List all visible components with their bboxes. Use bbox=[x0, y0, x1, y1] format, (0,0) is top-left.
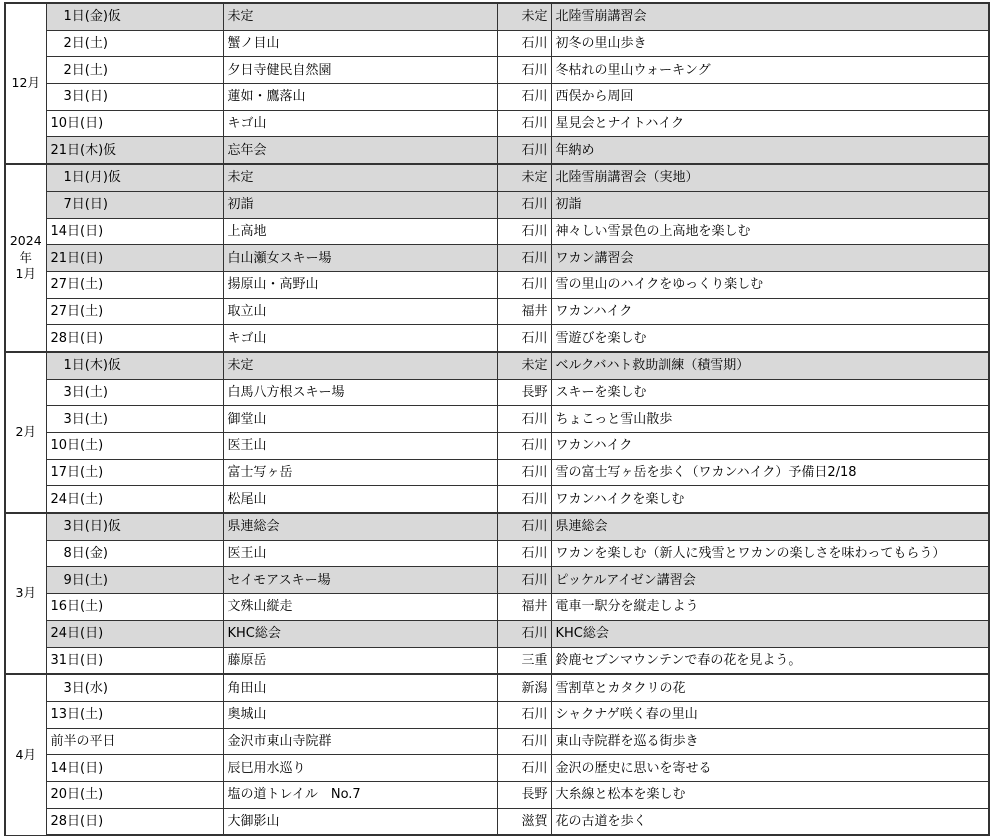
schedule-row bbox=[5, 755, 989, 782]
date-cell: 24日(土) bbox=[46, 486, 223, 513]
prefecture-cell: 石川 bbox=[497, 57, 551, 84]
prefecture-cell: 滋賀 bbox=[497, 808, 551, 835]
place-cell: 未定 bbox=[223, 352, 497, 379]
month-label: 2月 bbox=[5, 352, 46, 513]
month-label: 2024 年 1月 bbox=[5, 164, 46, 352]
schedule-row bbox=[5, 30, 989, 57]
prefecture-cell: 石川 bbox=[497, 513, 551, 540]
date-cell: 1日(月)仮 bbox=[46, 164, 223, 191]
place-cell: セイモアスキー場 bbox=[223, 567, 497, 594]
prefecture-cell: 石川 bbox=[497, 486, 551, 513]
date-cell: 27日(土) bbox=[46, 298, 223, 325]
schedule-row bbox=[5, 594, 989, 621]
prefecture-cell: 石川 bbox=[497, 245, 551, 272]
prefecture-cell: 長野 bbox=[497, 781, 551, 808]
description-cell: ベルクバハト救助訓練（積雪期） bbox=[551, 352, 989, 379]
date-cell: 3日(日)仮 bbox=[46, 513, 223, 540]
place-cell: 塩の道トレイル No.7 bbox=[223, 781, 497, 808]
prefecture-cell: 石川 bbox=[497, 459, 551, 486]
place-cell: キゴ山 bbox=[223, 325, 497, 352]
prefecture-cell: 石川 bbox=[497, 30, 551, 57]
date-cell: 10日(日) bbox=[46, 110, 223, 137]
date-cell: 2日(土) bbox=[46, 30, 223, 57]
place-cell: 蓮如・鷹落山 bbox=[223, 84, 497, 111]
date-cell: 14日(日) bbox=[46, 218, 223, 245]
prefecture-cell: 石川 bbox=[497, 325, 551, 352]
schedule-row bbox=[5, 567, 989, 594]
prefecture-cell: 石川 bbox=[497, 84, 551, 111]
place-cell: 忘年会 bbox=[223, 137, 497, 164]
description-cell: 鈴鹿セブンマウンテンで春の花を見よう。 bbox=[551, 647, 989, 674]
date-cell: 20日(土) bbox=[46, 781, 223, 808]
date-cell: 16日(土) bbox=[46, 594, 223, 621]
schedule-row bbox=[5, 57, 989, 84]
date-cell: 7日(日) bbox=[46, 191, 223, 218]
place-cell: 医王山 bbox=[223, 540, 497, 567]
schedule-row bbox=[5, 674, 989, 701]
place-cell: 富士写ヶ岳 bbox=[223, 459, 497, 486]
place-cell: 金沢市東山寺院群 bbox=[223, 728, 497, 755]
place-cell: キゴ山 bbox=[223, 110, 497, 137]
date-cell: 9日(土) bbox=[46, 567, 223, 594]
place-cell: 医王山 bbox=[223, 433, 497, 460]
schedule-row bbox=[5, 245, 989, 272]
schedule-row bbox=[5, 808, 989, 835]
place-cell: 御堂山 bbox=[223, 406, 497, 433]
schedule-row bbox=[5, 218, 989, 245]
prefecture-cell: 長野 bbox=[497, 379, 551, 406]
description-cell: 花の古道を歩く bbox=[551, 808, 989, 835]
prefecture-cell: 石川 bbox=[497, 137, 551, 164]
description-cell: ワカンを楽しむ（新人に残雪とワカンの楽しさを味わってもらう） bbox=[551, 540, 989, 567]
schedule-row bbox=[5, 271, 989, 298]
date-cell: 14日(日) bbox=[46, 755, 223, 782]
place-cell: 奥城山 bbox=[223, 701, 497, 728]
place-cell: KHC総会 bbox=[223, 620, 497, 647]
date-cell: 31日(日) bbox=[46, 647, 223, 674]
prefecture-cell: 石川 bbox=[497, 620, 551, 647]
description-cell: 北陸雪崩講習会 bbox=[551, 3, 989, 30]
place-cell: 県連総会 bbox=[223, 513, 497, 540]
description-cell: 初詣 bbox=[551, 191, 989, 218]
description-cell: ワカンハイクを楽しむ bbox=[551, 486, 989, 513]
schedule-row bbox=[5, 647, 989, 674]
prefecture-cell: 石川 bbox=[497, 191, 551, 218]
place-cell: 夕日寺健民自然園 bbox=[223, 57, 497, 84]
description-cell: 冬枯れの里山ウォーキング bbox=[551, 57, 989, 84]
place-cell: 初詣 bbox=[223, 191, 497, 218]
schedule-row bbox=[5, 298, 989, 325]
place-cell: 白馬八方根スキー場 bbox=[223, 379, 497, 406]
schedule-row bbox=[5, 137, 989, 164]
description-cell: 金沢の歴史に思いを寄せる bbox=[551, 755, 989, 782]
date-cell: 21日(木)仮 bbox=[46, 137, 223, 164]
description-cell: 雪割草とカタクリの花 bbox=[551, 674, 989, 701]
description-cell: 県連総会 bbox=[551, 513, 989, 540]
schedule-row bbox=[5, 3, 989, 30]
description-cell: ワカンハイク bbox=[551, 298, 989, 325]
description-cell: ピッケルアイゼン講習会 bbox=[551, 567, 989, 594]
schedule-row bbox=[5, 379, 989, 406]
date-cell: 3日(土) bbox=[46, 379, 223, 406]
date-cell: 1日(木)仮 bbox=[46, 352, 223, 379]
description-cell: 雪遊びを楽しむ bbox=[551, 325, 989, 352]
place-cell: 松尾山 bbox=[223, 486, 497, 513]
place-cell: 未定 bbox=[223, 3, 497, 30]
prefecture-cell: 未定 bbox=[497, 352, 551, 379]
description-cell: 雪の富士写ヶ岳を歩く（ワカンハイク）予備日2/18 bbox=[551, 459, 989, 486]
month-label: 3月 bbox=[5, 513, 46, 674]
place-cell: 蟹ノ目山 bbox=[223, 30, 497, 57]
date-cell: 3日(土) bbox=[46, 406, 223, 433]
schedule-row bbox=[5, 781, 989, 808]
schedule-row bbox=[5, 540, 989, 567]
prefecture-cell: 石川 bbox=[497, 728, 551, 755]
prefecture-cell: 未定 bbox=[497, 164, 551, 191]
schedule-row bbox=[5, 486, 989, 513]
prefecture-cell: 福井 bbox=[497, 298, 551, 325]
prefecture-cell: 石川 bbox=[497, 271, 551, 298]
description-cell: スキーを楽しむ bbox=[551, 379, 989, 406]
schedule-row bbox=[5, 164, 989, 191]
date-cell: 17日(土) bbox=[46, 459, 223, 486]
schedule-row bbox=[5, 701, 989, 728]
description-cell: 北陸雪崩講習会（実地） bbox=[551, 164, 989, 191]
date-cell: 1日(金)仮 bbox=[46, 3, 223, 30]
prefecture-cell: 福井 bbox=[497, 594, 551, 621]
schedule-row bbox=[5, 728, 989, 755]
date-cell: 3日(日) bbox=[46, 84, 223, 111]
prefecture-cell: 石川 bbox=[497, 406, 551, 433]
month-label: 4月 bbox=[5, 674, 46, 835]
place-cell: 藤原岳 bbox=[223, 647, 497, 674]
description-cell: ワカン講習会 bbox=[551, 245, 989, 272]
schedule-body bbox=[5, 3, 989, 835]
prefecture-cell: 未定 bbox=[497, 3, 551, 30]
prefecture-cell: 石川 bbox=[497, 110, 551, 137]
prefecture-cell: 石川 bbox=[497, 218, 551, 245]
date-cell: 13日(土) bbox=[46, 701, 223, 728]
description-cell: 西俣から周回 bbox=[551, 84, 989, 111]
prefecture-cell: 石川 bbox=[497, 755, 551, 782]
place-cell: 文殊山縦走 bbox=[223, 594, 497, 621]
schedule-row bbox=[5, 191, 989, 218]
prefecture-cell: 石川 bbox=[497, 540, 551, 567]
schedule-row bbox=[5, 352, 989, 379]
description-cell: 東山寺院群を巡る街歩き bbox=[551, 728, 989, 755]
description-cell: ちょこっと雪山散歩 bbox=[551, 406, 989, 433]
schedule-row bbox=[5, 406, 989, 433]
date-cell: 10日(土) bbox=[46, 433, 223, 460]
prefecture-cell: 石川 bbox=[497, 567, 551, 594]
description-cell: 電車一駅分を縦走しよう bbox=[551, 594, 989, 621]
date-cell: 3日(水) bbox=[46, 674, 223, 701]
prefecture-cell: 石川 bbox=[497, 433, 551, 460]
month-label: 12月 bbox=[5, 3, 46, 164]
place-cell: 取立山 bbox=[223, 298, 497, 325]
place-cell: 揚原山・高野山 bbox=[223, 271, 497, 298]
schedule-row bbox=[5, 459, 989, 486]
schedule-row bbox=[5, 433, 989, 460]
date-cell: 28日(日) bbox=[46, 325, 223, 352]
date-cell: 28日(日) bbox=[46, 808, 223, 835]
description-cell: 神々しい雪景色の上高地を楽しむ bbox=[551, 218, 989, 245]
place-cell: 上高地 bbox=[223, 218, 497, 245]
place-cell: 未定 bbox=[223, 164, 497, 191]
description-cell: ワカンハイク bbox=[551, 433, 989, 460]
place-cell: 大御影山 bbox=[223, 808, 497, 835]
date-cell: 21日(日) bbox=[46, 245, 223, 272]
description-cell: 雪の里山のハイクをゆっくり楽しむ bbox=[551, 271, 989, 298]
date-cell: 前半の平日 bbox=[46, 728, 223, 755]
date-cell: 27日(土) bbox=[46, 271, 223, 298]
place-cell: 白山瀬女スキー場 bbox=[223, 245, 497, 272]
prefecture-cell: 三重 bbox=[497, 647, 551, 674]
description-cell: 大糸線と松本を楽しむ bbox=[551, 781, 989, 808]
schedule-row bbox=[5, 84, 989, 111]
date-cell: 2日(土) bbox=[46, 57, 223, 84]
prefecture-cell: 新潟 bbox=[497, 674, 551, 701]
schedule-row bbox=[5, 110, 989, 137]
schedule-row bbox=[5, 620, 989, 647]
schedule-table bbox=[4, 2, 990, 836]
place-cell: 辰巳用水巡り bbox=[223, 755, 497, 782]
schedule-row bbox=[5, 325, 989, 352]
date-cell: 8日(金) bbox=[46, 540, 223, 567]
prefecture-cell: 石川 bbox=[497, 701, 551, 728]
description-cell: 星見会とナイトハイク bbox=[551, 110, 989, 137]
description-cell: 初冬の里山歩き bbox=[551, 30, 989, 57]
place-cell: 角田山 bbox=[223, 674, 497, 701]
description-cell: 年納め bbox=[551, 137, 989, 164]
description-cell: シャクナゲ咲く春の里山 bbox=[551, 701, 989, 728]
date-cell: 24日(日) bbox=[46, 620, 223, 647]
schedule-row bbox=[5, 513, 989, 540]
description-cell: KHC総会 bbox=[551, 620, 989, 647]
